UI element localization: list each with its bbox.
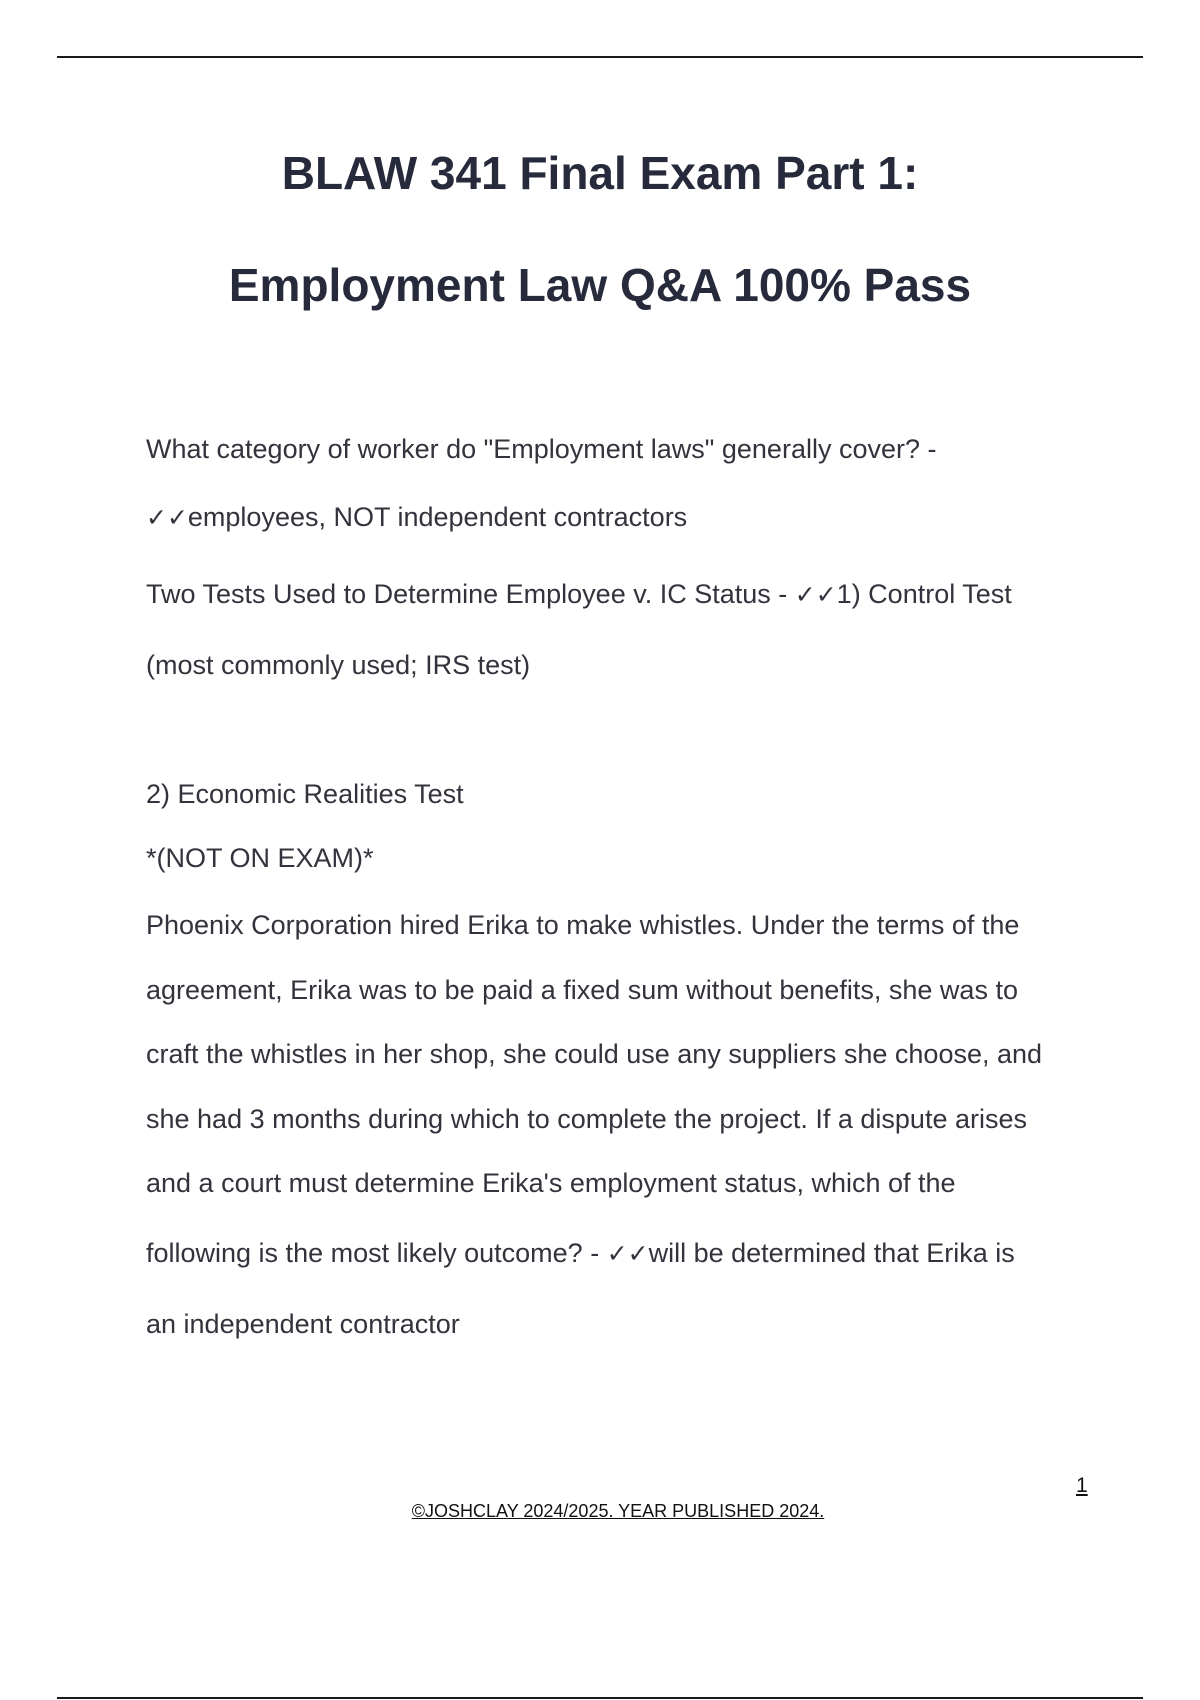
q1-answer: employees, NOT independent contractors [187,502,688,532]
q2-question-line [146,581,1106,608]
double-check-icon: ✓✓ [606,1239,649,1268]
top-rule [57,56,1143,58]
q3-question-line-3: craft the whistles in her shop, she could use any suppliers she choose, and [146,1039,1043,1069]
q3-answer-line-2: an independent contractor [146,1309,460,1339]
q3-question-line-4: she had 3 months during which to complete the project. If a dispute arises [146,1104,1027,1134]
q2-answer-line-3: 2) Economic Realities Test [146,779,464,809]
q3-question-line-2: agreement, Erika was to be paid a fixed sum without benefits, she was to [146,975,1018,1005]
q3-question-line-1: Phoenix Corporation hired Erika to make whistles. Under the terms of the [146,910,1020,940]
q2-answer-line-2: (most commonly used; IRS test) [146,650,531,680]
q2-question: Two Tests Used to Determine Employee v. IC Status - [146,579,795,609]
document-title-line-2: Employment Law Q&A 100% Pass [228,259,972,311]
double-check-icon: ✓✓ [146,503,188,532]
bottom-rule [57,1697,1143,1699]
q1-question: What category of worker do "Employment laws" generally cover? - [146,434,937,464]
q1-answer-line [146,504,1106,531]
document-title-line-1: BLAW 341 Final Exam Part 1: [281,147,919,199]
page-number: 1 [1076,1474,1088,1497]
q2-answer-start: 1) Control Test [836,579,1012,609]
q2-note: *(NOT ON EXAM)* [146,843,374,873]
double-check-icon: ✓✓ [794,580,837,609]
q3-question-line-5: and a court must determine Erika's employment status, which of the [146,1168,956,1198]
footer-copyright: ©JOSHCLAY 2024/2025. YEAR PUBLISHED 2024. [411,1501,825,1521]
q3-question-line-6 [146,1240,1106,1267]
q3-answer-start: will be determined that Erika is [648,1238,1015,1268]
q3-question-end: following is the most likely outcome? - [146,1238,607,1268]
